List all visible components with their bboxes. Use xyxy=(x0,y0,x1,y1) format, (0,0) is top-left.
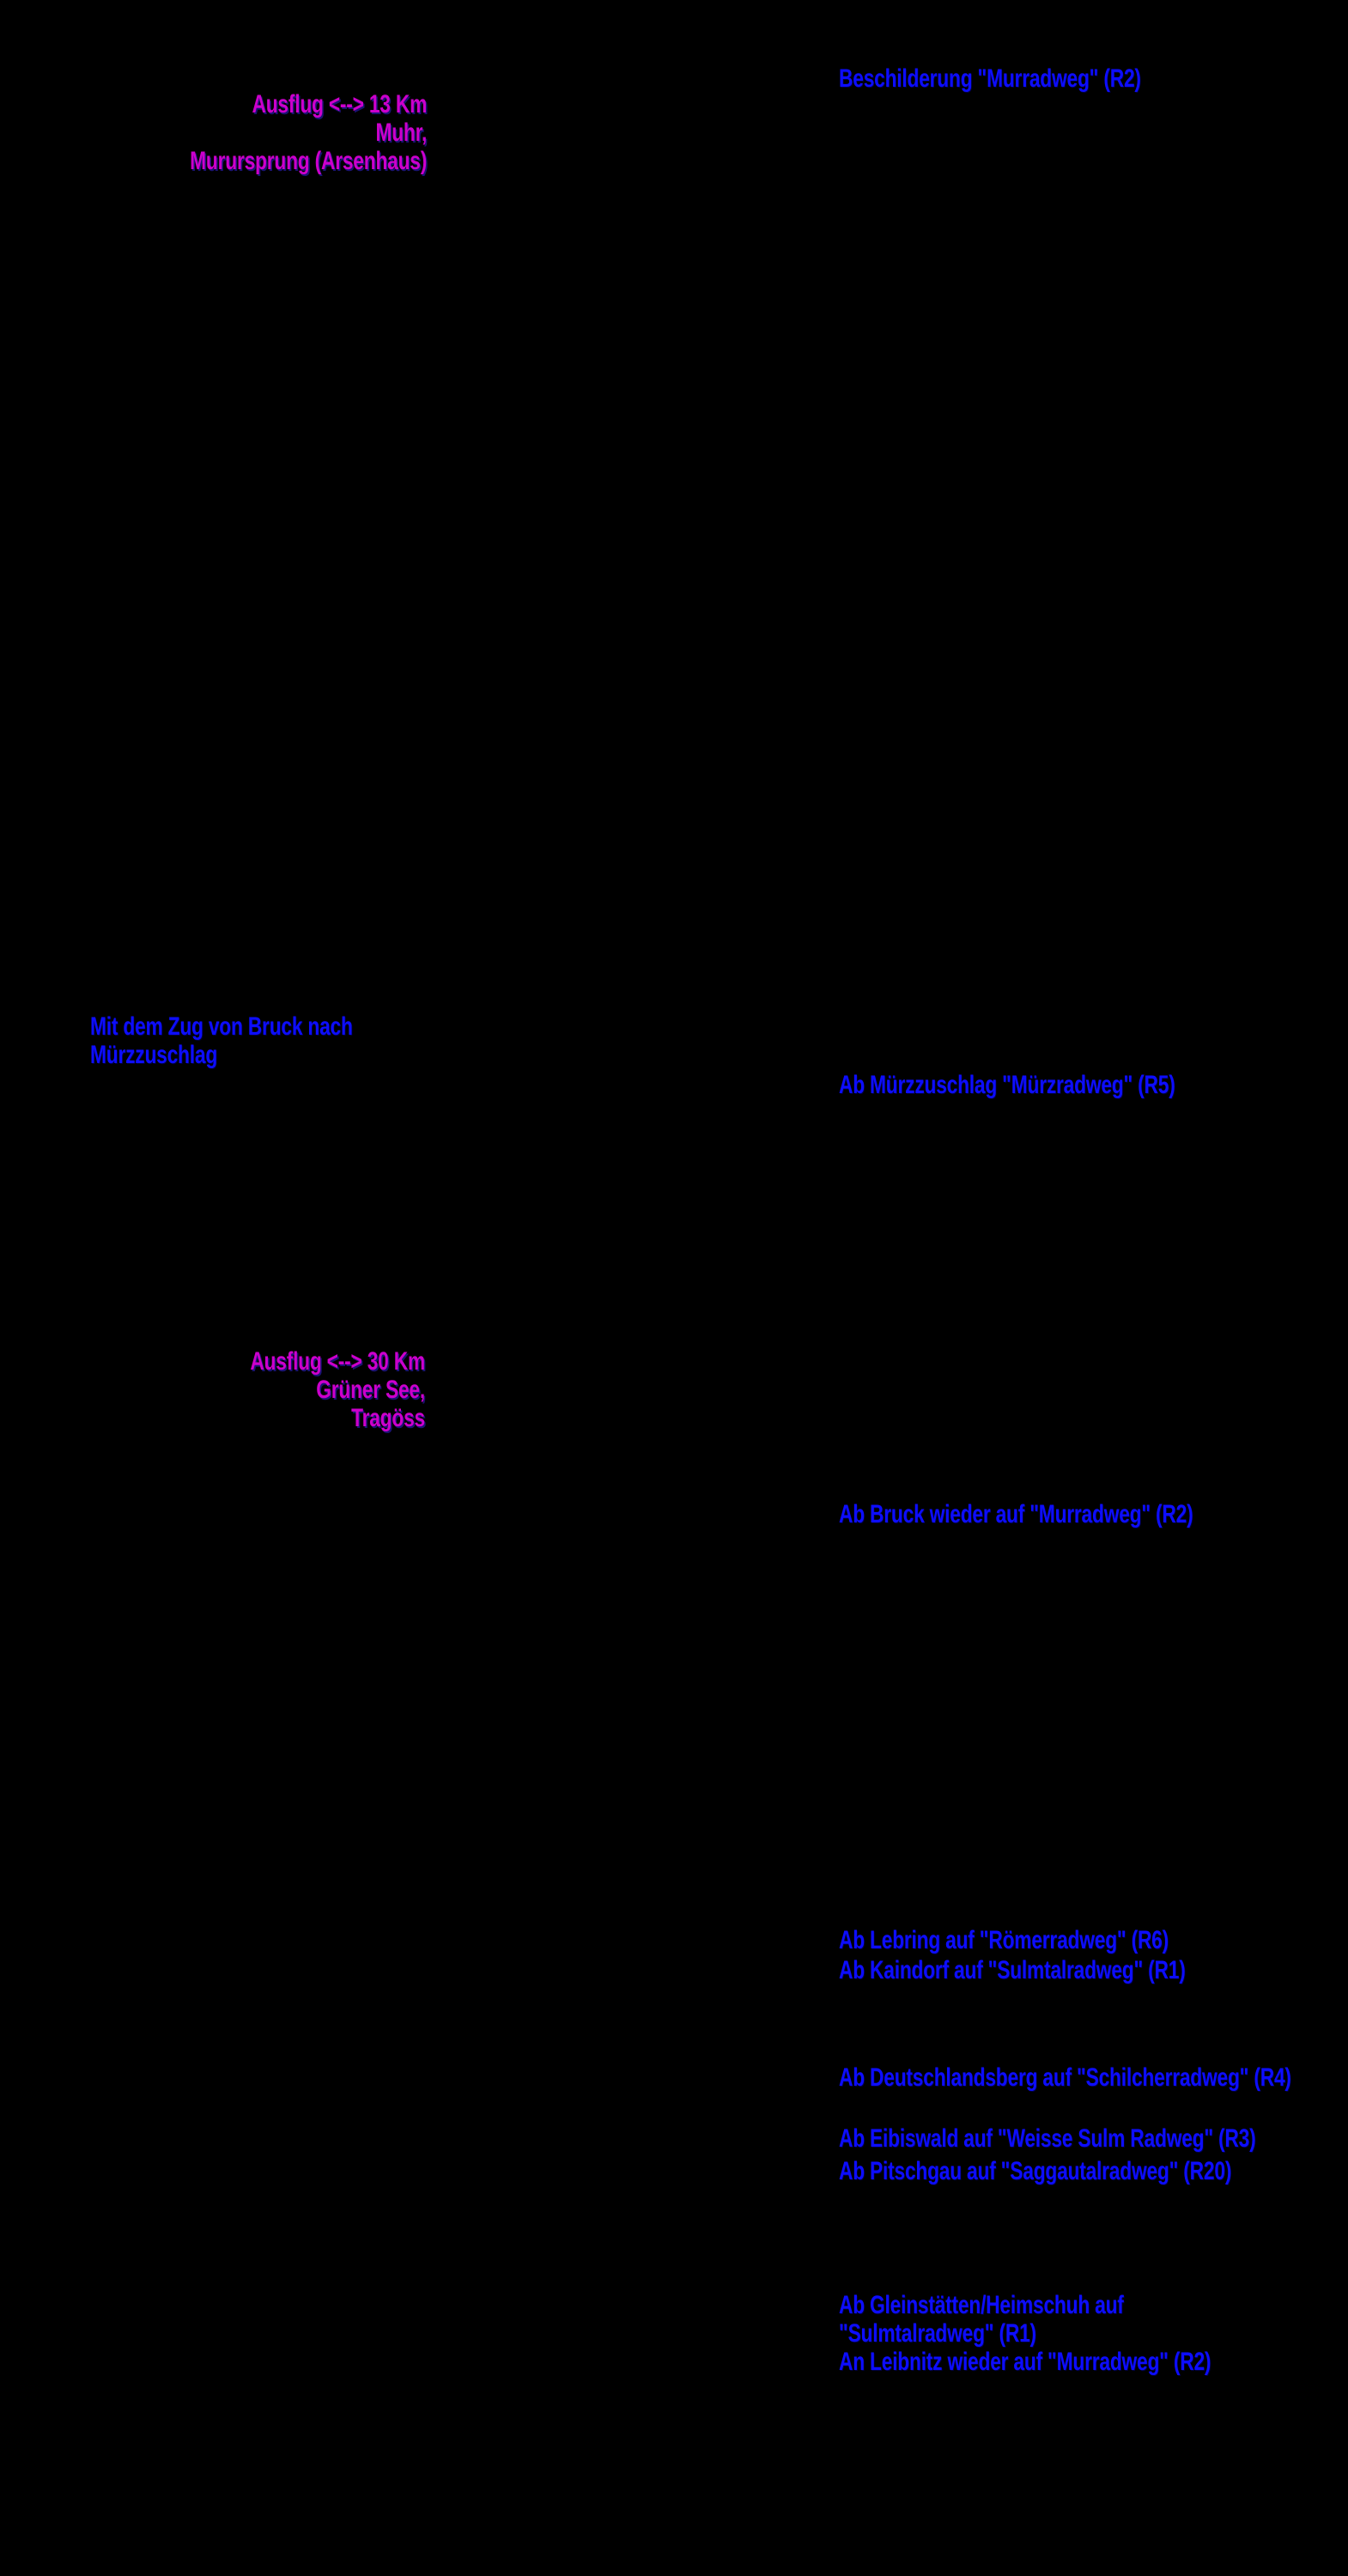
route-note-eibiswald: Ab Eibiswald auf "Weisse Sulm Radweg" (R3) xyxy=(839,2124,1256,2153)
route-note-signage: Beschilderung "Murradweg" (R2) xyxy=(839,64,1141,93)
excursion-gruener-see-line-detail: Tragöss xyxy=(351,1404,425,1432)
excursion-note-gruener-see xyxy=(250,1347,425,1432)
route-note-gleinstaetten xyxy=(839,2291,1211,2376)
excursion-muhr-line-detail: Murursprung (Arsenhaus) xyxy=(190,147,427,175)
route-note-lebring: Ab Lebring auf "Römerradweg" (R6) xyxy=(839,1926,1169,1954)
excursion-note-muhr xyxy=(190,90,427,175)
excursion-gruener-see-line-distance: Ausflug <--> 30 Km xyxy=(250,1347,425,1376)
route-note-kaindorf: Ab Kaindorf auf "Sulmtalradweg" (R1) xyxy=(839,1956,1186,1984)
excursion-muhr-line-distance: Ausflug <--> 13 Km xyxy=(252,90,427,118)
train-transfer-line-1: Mit dem Zug von Bruck nach xyxy=(90,1012,353,1041)
excursion-muhr-line-place: Muhr, xyxy=(375,118,427,147)
route-note-muerzzuschlag: Ab Mürzzuschlag "Mürzradweg" (R5) xyxy=(839,1071,1175,1099)
route-note-deutschlandsberg: Ab Deutschlandsberg auf "Schilcherradweg" (R4) xyxy=(839,2063,1291,2092)
route-note-bruck: Ab Bruck wieder auf "Murradweg" (R2) xyxy=(839,1500,1193,1528)
route-note-pitschgau: Ab Pitschgau auf "Saggautalradweg" (R20) xyxy=(839,2157,1232,2185)
excursion-gruener-see-line-place: Grüner See, xyxy=(316,1376,425,1404)
gleinstaetten-line-1: Ab Gleinstätten/Heimschuh auf xyxy=(839,2291,1124,2319)
gleinstaetten-line-2: "Sulmtalradweg" (R1) xyxy=(839,2319,1036,2348)
train-transfer-note xyxy=(90,1012,353,1069)
gleinstaetten-line-3: An Leibnitz wieder auf "Murradweg" (R2) xyxy=(839,2348,1211,2376)
train-transfer-line-2: Mürzzuschlag xyxy=(90,1041,218,1069)
